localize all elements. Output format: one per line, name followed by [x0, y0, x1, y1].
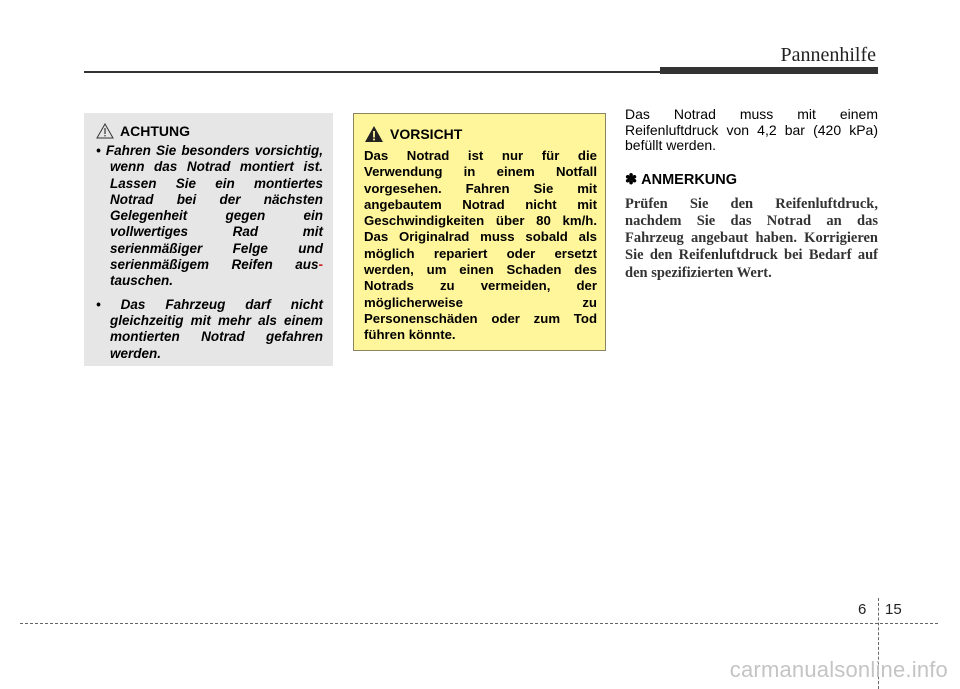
achtung-item-2: • Das Fahrzeug darf nicht gleichzeitig mit mehr als einem montierten Notrad gefahren werden.	[96, 296, 323, 361]
achtung-header	[96, 121, 323, 141]
watermark: carmanualsonline.info	[729, 657, 948, 682]
achtung-box	[84, 113, 333, 366]
chapter-number: 6	[858, 601, 867, 618]
achtung-hyphen: -	[318, 257, 323, 273]
header-rule-thin	[84, 71, 662, 73]
spare-tire-pressure-text: Das Notrad muss mit einem Reifenluftdruck von 4,2 bar (420 kPa) befüllt werden.	[625, 106, 878, 153]
note-asterisk-icon: ✽	[625, 171, 638, 188]
section-title: Pannenhilfe	[780, 44, 876, 66]
achtung-list	[96, 143, 323, 362]
achtung-item-1	[96, 143, 323, 290]
footer-rule	[20, 623, 938, 624]
vorsicht-title: VORSICHT	[390, 126, 463, 142]
note-header	[625, 172, 878, 188]
note-title: ANMERKUNG	[641, 171, 738, 188]
achtung-item-1-tail: tauschen.	[110, 273, 174, 289]
note-body: Prüfen Sie den Reifenluftdruck, nachdem Sie das Notrad an das Fahrzeug angebaut haben. Korrigieren Sie den Reifenluftdruck bei Bedarf auf den spezifizierten Wert.	[625, 195, 878, 281]
achtung-title: ACHTUNG	[120, 123, 190, 139]
achtung-item-1-text: • Fahren Sie besonders vorsichtig, wenn das Notrad montiert ist. Lassen Sie ein montiertes Notrad bei der nächsten Gelegenheit gegen ein vollwertiges Rad mit serienmäßiger Felge und serienmäßigem Reifen aus	[96, 143, 323, 273]
vorsicht-box	[353, 113, 606, 351]
caution-triangle-icon	[96, 123, 114, 139]
header-rule-thick	[660, 67, 878, 74]
vorsicht-header	[364, 122, 597, 146]
vorsicht-body: Das Notrad ist nur für die Verwendung in einem Notfall vorgesehen. Fahren Sie mit angebautem Notrad nicht mit Geschwindigkeiten über 80 km/h. Das Originalrad muss sobald als möglich repariert oder ersetzt werden, um einen Schaden des Notrads zu vermeiden, der möglicherweise zu Personenschäden oder zum Tod führen könnte.	[364, 148, 597, 343]
warning-triangle-icon	[364, 125, 384, 143]
page-number: 15	[885, 601, 902, 618]
right-column	[625, 107, 878, 282]
